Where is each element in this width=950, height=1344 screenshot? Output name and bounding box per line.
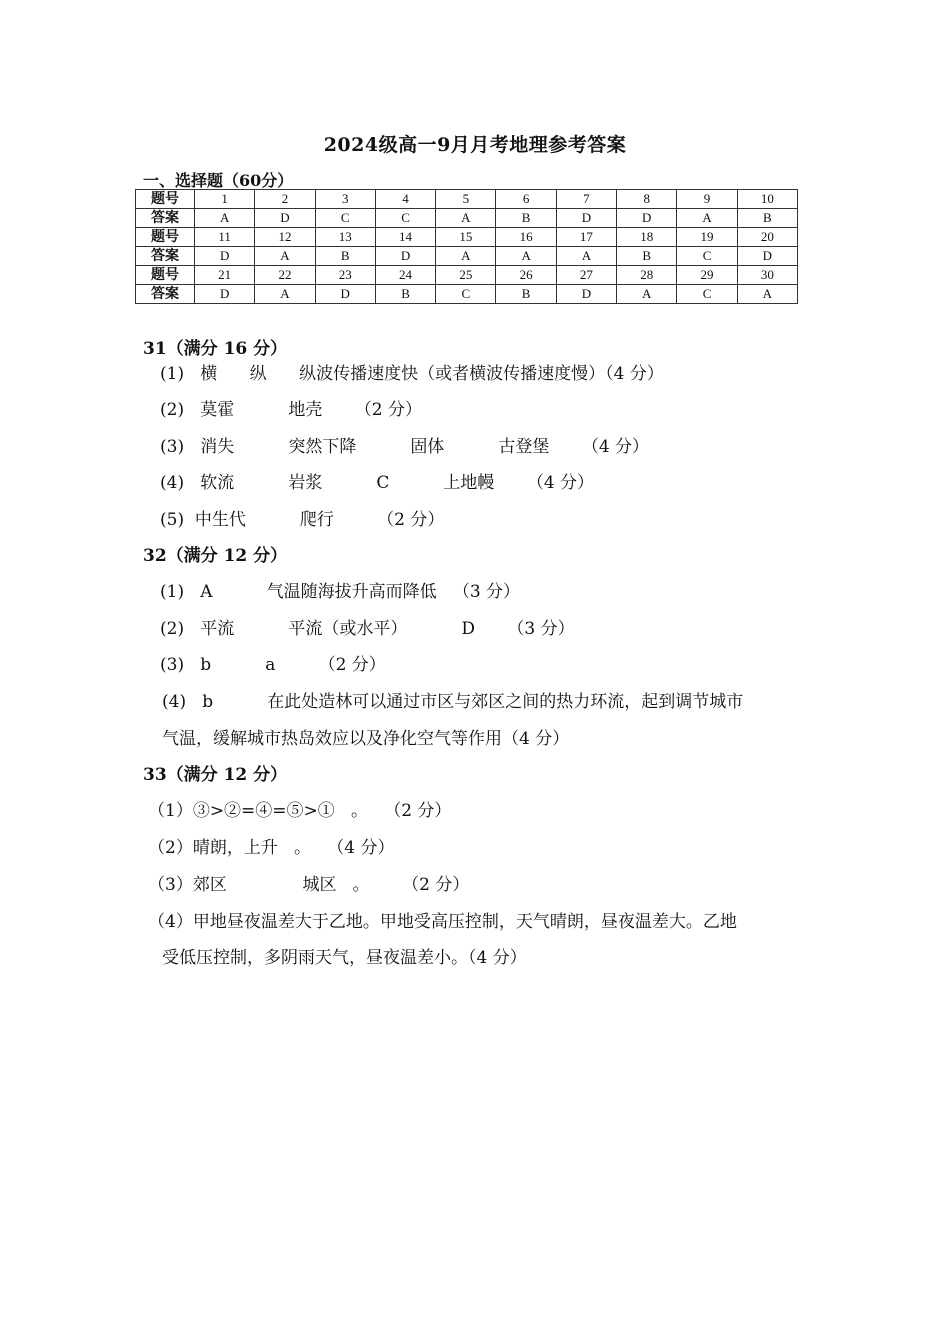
question-number-cell: 5 [436, 190, 496, 209]
q33-answer-3: （3）郊区 城区 。 （2 分） [148, 875, 470, 895]
question-number-cell: 6 [496, 190, 556, 209]
answer-cell: C [315, 209, 375, 228]
answer-label: 答案 [136, 209, 195, 228]
answer-cell: C [677, 285, 737, 304]
question-number-cell: 13 [315, 228, 375, 247]
answer-cell: B [496, 285, 556, 304]
question-number-cell: 7 [556, 190, 616, 209]
answer-row [136, 285, 798, 304]
question-number-cell: 16 [496, 228, 556, 247]
question-number-cell: 23 [315, 266, 375, 285]
q32-heading: 32（满分 12 分） [143, 546, 288, 566]
question-number-label: 题号 [136, 190, 195, 209]
question-number-cell: 12 [255, 228, 315, 247]
answer-cell: B [375, 285, 435, 304]
answer-cell: A [436, 209, 496, 228]
answer-cell: B [617, 247, 677, 266]
answer-label: 答案 [136, 285, 195, 304]
q31-answer-2: (2) 莫霍 地壳 （2 分） [160, 400, 422, 420]
answer-cell: A [496, 247, 556, 266]
answer-cell: A [255, 247, 315, 266]
question-number-cell: 20 [737, 228, 797, 247]
answer-cell: A [255, 285, 315, 304]
question-number-row [136, 266, 798, 285]
q33-heading: 33（满分 12 分） [143, 765, 288, 785]
q31-answer-5: (5) 中生代 爬行 （2 分） [160, 510, 445, 530]
answer-table [135, 189, 798, 304]
answer-cell: B [737, 209, 797, 228]
answer-cell: D [315, 285, 375, 304]
question-number-cell: 18 [617, 228, 677, 247]
answer-cell: C [375, 209, 435, 228]
question-number-cell: 14 [375, 228, 435, 247]
question-number-cell: 24 [375, 266, 435, 285]
answer-cell: D [375, 247, 435, 266]
q31-heading: 31（满分 16 分） [143, 339, 288, 359]
question-number-cell: 9 [677, 190, 737, 209]
q32-answer-3: (3) b a （2 分） [160, 655, 386, 675]
question-number-cell: 17 [556, 228, 616, 247]
answer-cell: A [436, 247, 496, 266]
question-number-row [136, 190, 798, 209]
page-title: 2024级高一9月月考地理参考答案 [323, 134, 627, 156]
question-number-cell: 11 [195, 228, 255, 247]
answer-cell: B [496, 209, 556, 228]
answer-label: 答案 [136, 247, 195, 266]
question-number-cell: 26 [496, 266, 556, 285]
q33-answer-4: （4）甲地昼夜温差大于乙地。甲地受高压控制，天气晴朗，昼夜温差大。乙地 [148, 912, 737, 932]
q33-answer-4-cont: 受低压控制，多阴雨天气，昼夜温差小。（4 分） [162, 948, 527, 968]
question-number-cell: 29 [677, 266, 737, 285]
question-number-label: 题号 [136, 228, 195, 247]
answer-cell: D [556, 285, 616, 304]
question-number-row [136, 228, 798, 247]
answer-cell: A [737, 285, 797, 304]
question-number-cell: 21 [195, 266, 255, 285]
answer-cell: A [195, 209, 255, 228]
question-number-label: 题号 [136, 266, 195, 285]
question-number-cell: 25 [436, 266, 496, 285]
question-number-cell: 30 [737, 266, 797, 285]
question-number-cell: 3 [315, 190, 375, 209]
q32-answer-4: (4) b 在此处造林可以通过市区与郊区之间的热力环流，起到调节城市 [162, 692, 744, 712]
answer-cell: C [677, 247, 737, 266]
answer-cell: B [315, 247, 375, 266]
answer-row [136, 247, 798, 266]
answer-cell: A [677, 209, 737, 228]
section-multiple-choice-heading: 一、选择题（60分） [143, 171, 294, 190]
answer-cell: D [255, 209, 315, 228]
question-number-cell: 22 [255, 266, 315, 285]
question-number-cell: 28 [617, 266, 677, 285]
answer-cell: D [195, 285, 255, 304]
question-number-cell: 8 [617, 190, 677, 209]
answer-cell: A [617, 285, 677, 304]
q31-answer-4: (4) 软流 岩浆 C 上地幔 （4 分） [160, 473, 595, 493]
q32-answer-2: (2) 平流 平流（或水平） D （3 分） [160, 619, 575, 639]
answer-cell: D [617, 209, 677, 228]
question-number-cell: 4 [375, 190, 435, 209]
q32-answer-4-cont: 气温，缓解城市热岛效应以及净化空气等作用（4 分） [162, 729, 570, 749]
question-number-cell: 10 [737, 190, 797, 209]
question-number-cell: 19 [677, 228, 737, 247]
q31-answer-1: (1) 横 纵 纵波传播速度快（或者横波传播速度慢）（4 分） [160, 364, 664, 384]
q31-answer-3: (3) 消失 突然下降 固体 古登堡 （4 分） [160, 437, 650, 457]
answer-row [136, 209, 798, 228]
q32-answer-1: (1) A 气温随海拔升高而降低 （3 分） [160, 582, 521, 602]
answer-cell: D [195, 247, 255, 266]
question-number-cell: 15 [436, 228, 496, 247]
q33-answer-1: （1）③>②=④=⑤>① 。 （2 分） [148, 801, 452, 821]
q33-answer-2: （2）晴朗，上升 。 （4 分） [148, 838, 395, 858]
answer-cell: C [436, 285, 496, 304]
answer-cell: A [556, 247, 616, 266]
answer-cell: D [737, 247, 797, 266]
answer-cell: D [556, 209, 616, 228]
question-number-cell: 2 [255, 190, 315, 209]
question-number-cell: 27 [556, 266, 616, 285]
question-number-cell: 1 [195, 190, 255, 209]
